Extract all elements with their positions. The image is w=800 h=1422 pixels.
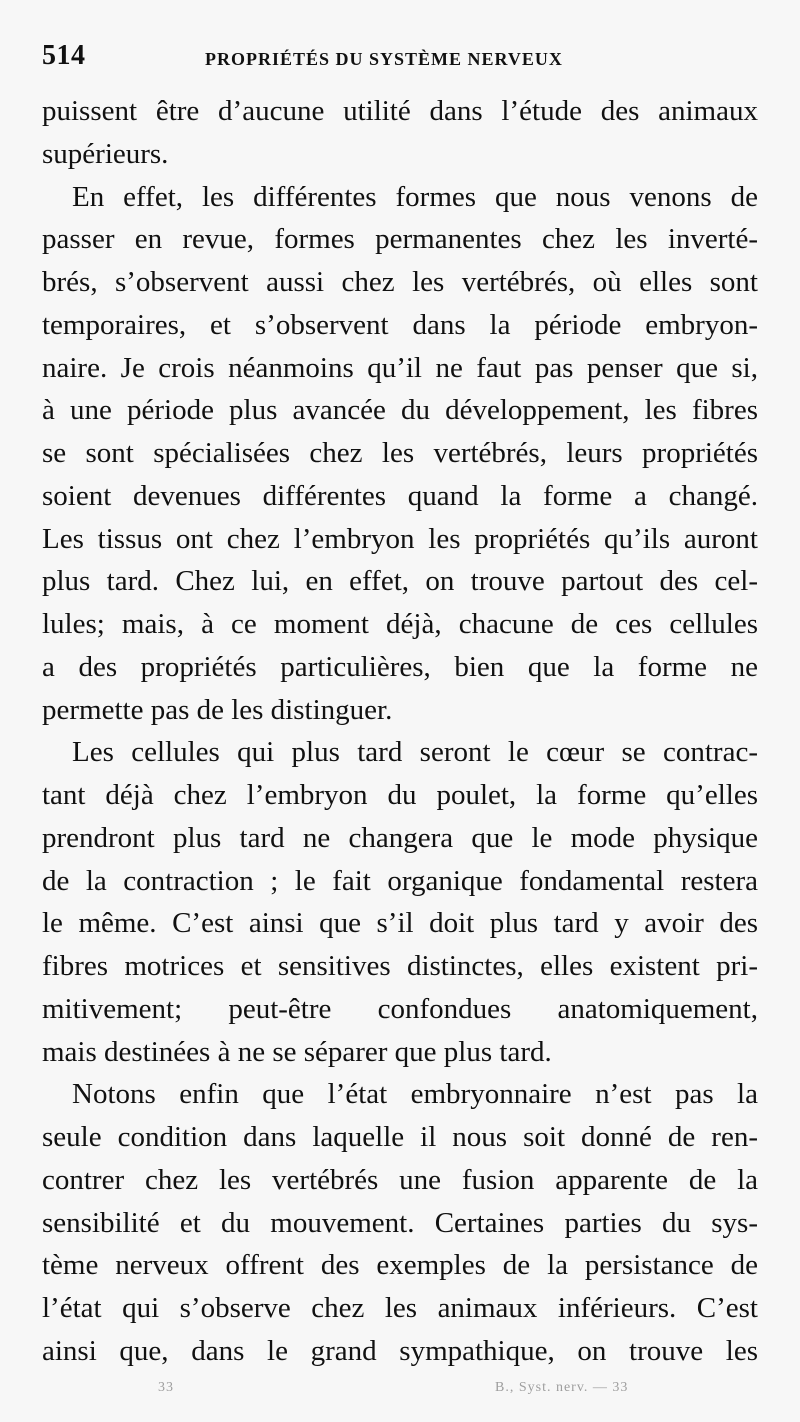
text-line: seule condition dans laquelle il nous soit donné de ren- <box>42 1121 758 1153</box>
text-line: tant déjà chez l’embryon du poulet, la forme qu’elles <box>42 779 758 811</box>
text-line: Notons enfin que l’état embryonnaire n’est pas la <box>72 1078 758 1111</box>
text-line: prendront plus tard ne changera que le mode physique <box>42 821 758 854</box>
body-text <box>42 90 758 1373</box>
text-line: plus tard. Chez lui, en effet, on trouve partout des cel- <box>42 565 758 598</box>
text-line: le même. C’est ainsi que s’il doit plus tard y avoir des <box>42 907 758 940</box>
page-header <box>42 40 762 80</box>
text-line: à une période plus avancée du développement, les fibres <box>42 394 758 427</box>
page-number: 514 <box>42 40 86 71</box>
text-line: tème nerveux offrent des exemples de la persistance de <box>42 1249 758 1282</box>
text-line: puissent être d’aucune utilité dans l’étude des animaux <box>42 95 758 127</box>
text-line: naire. Je crois néanmoins qu’il ne faut pas penser que si, <box>42 351 758 384</box>
text-line: sensibilité et du mouvement. Certaines parties du sys- <box>42 1206 758 1239</box>
text-line: En effet, les différentes formes que nous venons de <box>72 180 758 213</box>
text-line: de la contraction ; le fait organique fondamental restera <box>42 864 758 897</box>
bottom-signature-mark: B., Syst. nerv. — 33 <box>495 1380 629 1395</box>
text-line: a des propriétés particulières, bien que la forme ne <box>42 650 758 683</box>
text-line: lules; mais, à ce moment déjà, chacune de ces cellules <box>42 608 758 640</box>
text-line: contrer chez les vertébrés une fusion apparente de la <box>42 1163 758 1196</box>
text-line: brés, s’observent aussi chez les vertébrés, où elles sont <box>42 266 758 298</box>
text-line: fibres motrices et sensitives distinctes, elles existent pri- <box>42 950 758 982</box>
text-line: mais destinées à ne se séparer que plus tard. <box>42 1035 552 1068</box>
text-line: ainsi que, dans le grand sympathique, on trouve les <box>42 1334 758 1367</box>
text-line: supérieurs. <box>42 137 169 170</box>
text-line: Les cellules qui plus tard seront le cœur se contrac- <box>72 736 758 769</box>
bottom-signature-number: 33 <box>158 1380 174 1395</box>
text-line: l’état qui s’observe chez les animaux inférieurs. C’est <box>42 1292 758 1324</box>
text-line: passer en revue, formes permanentes chez les inverté- <box>42 223 758 256</box>
text-line: se sont spécialisées chez les vertébrés, leurs propriétés <box>42 437 758 469</box>
text-line: Les tissus ont chez l’embryon les propriétés qu’ils auront <box>42 522 758 555</box>
text-line: soient devenues différentes quand la forme a changé. <box>42 479 758 512</box>
running-head: PROPRIÉTÉS DU SYSTÈME NERVEUX <box>205 49 563 69</box>
text-line: mitivement; peut-être confondues anatomiquement, <box>42 992 758 1025</box>
text-line: temporaires, et s’observent dans la période embryon- <box>42 308 758 341</box>
text-line: permette pas de les distinguer. <box>42 693 393 726</box>
